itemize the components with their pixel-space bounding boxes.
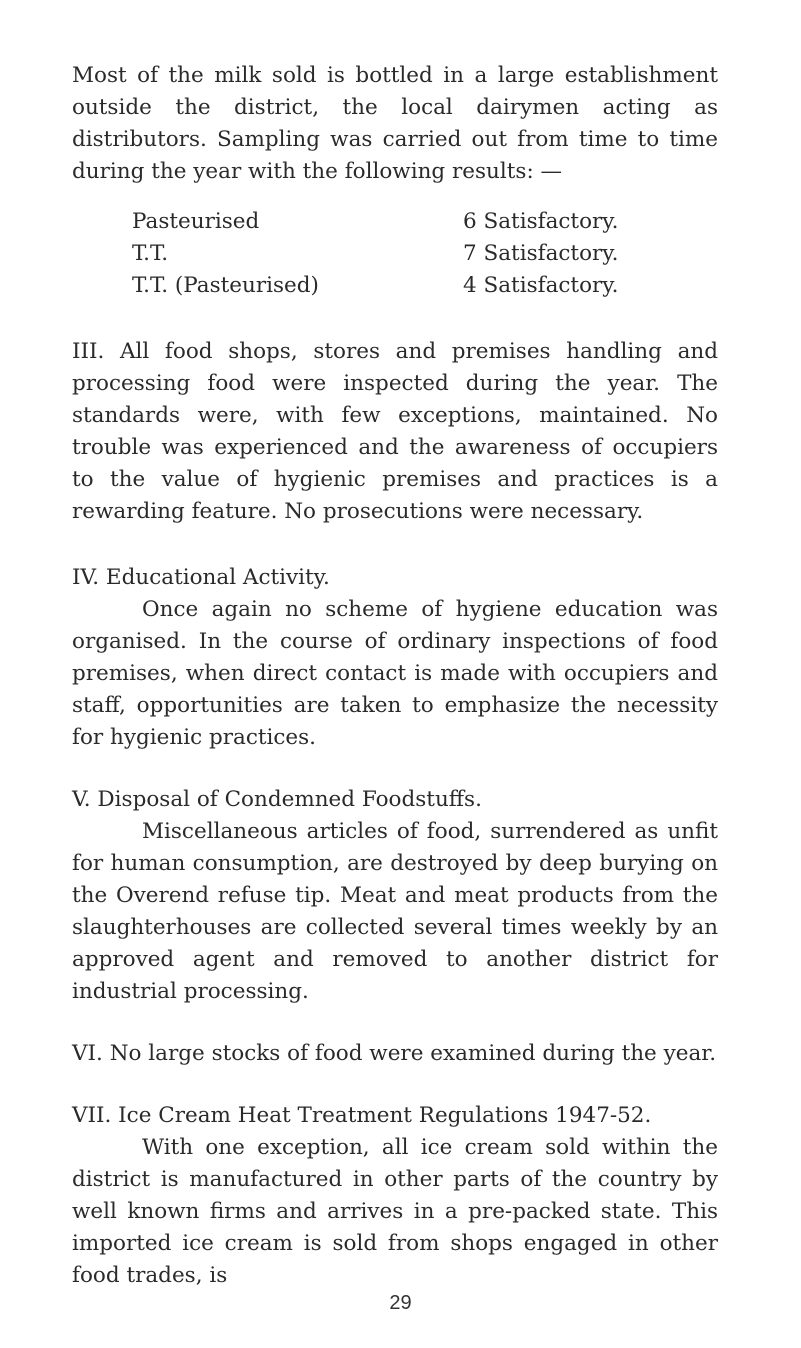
results-label: Pasteurised bbox=[132, 209, 260, 234]
results-label: T.T. bbox=[132, 241, 169, 266]
section-7-paragraph: With one exception, all ice cream sold within the district is manufactured in other parts of the country by well known firms and arrives in a pre-packed state. This imported ice cream is sold from shops engaged in other food trades, is bbox=[72, 1135, 718, 1288]
section-5-paragraph: Miscellaneous articles of food, surrendered as unfit for human consumption, are destroyed by deep burying on the Overend refuse tip. Meat and meat products from the slaughterhouses are collected several times weekly by an approved agent and removed to another district for industrial processing. bbox=[72, 819, 718, 1004]
results-value: 4 Satisfactory. bbox=[463, 273, 619, 298]
section-4-heading: IV. Educational Activity. bbox=[72, 565, 330, 590]
section-3-paragraph: III. All food shops, stores and premises handling and processing food were inspected during the year. The standards were, with few exceptions, maintained. No trouble was experienced and the awareness of occupiers to the value of hygienic premises and practices is a rewarding feature. No prosecutions were necessary. bbox=[72, 339, 718, 524]
results-row-tt-pasteurised bbox=[132, 270, 718, 302]
results-value: 7 Satisfactory. bbox=[463, 241, 619, 266]
results-row-pasteurised bbox=[132, 206, 718, 238]
section-4-paragraph: Once again no scheme of hygiene education was organised. In the course of ordinary inspections of food premises, when direct contact is made with occupiers and staff, opportunities are taken to emphasize the necessity for hygienic practices. bbox=[72, 597, 718, 750]
results-row-tt bbox=[132, 238, 718, 270]
document-page bbox=[72, 60, 718, 1292]
results-label: T.T. (Pasteurised) bbox=[132, 273, 319, 298]
section-7-heading: VII. Ice Cream Heat Treatment Regulations 1947-52. bbox=[72, 1103, 652, 1128]
section-6-paragraph: VI. No large stocks of food were examined during the year. bbox=[72, 1041, 717, 1066]
section-5-heading: V. Disposal of Condemned Foodstuffs. bbox=[72, 787, 482, 812]
milk-intro-paragraph: Most of the milk sold is bottled in a large establishment outside the district, the local dairymen acting as distributors. Sampling was carried out from time to time during the year with the following results: — bbox=[72, 63, 718, 184]
milk-results-table bbox=[132, 206, 718, 302]
page-number: 29 bbox=[389, 1292, 412, 1314]
results-value: 6 Satisfactory. bbox=[463, 209, 619, 234]
